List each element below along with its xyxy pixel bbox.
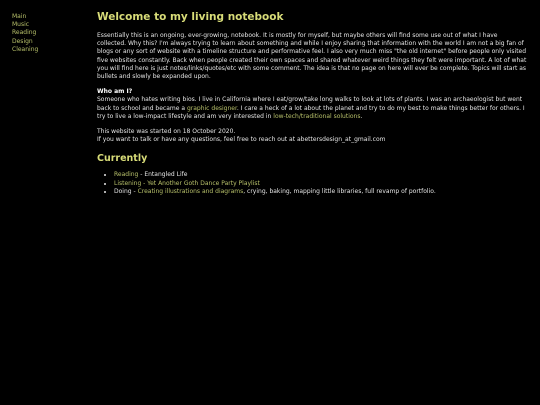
sidebar-item-reading[interactable]: Reading <box>12 29 37 37</box>
currently-heading: Currently <box>97 153 148 165</box>
sidebar-nav <box>12 13 72 54</box>
main-content <box>97 11 527 196</box>
who-text-3: . <box>360 112 363 120</box>
graphic-designer-link[interactable]: graphic designer <box>186 104 237 112</box>
listening-link[interactable]: Listening <box>114 179 142 187</box>
who-text-1: Someone who hates writing bios. I live in California where I eat/grow/take long walks to look at lots of plants. I was an archaeologist but went back to school and became a <box>97 96 523 112</box>
page-title: Welcome to my living notebook <box>97 11 284 23</box>
about-site <box>97 128 527 144</box>
who-heading: Who am I? <box>97 88 133 96</box>
intro-paragraph: Essentially this is an ongoing, ever-growing, notebook. It is mostly for myself, but maybe others will find some use out of what I have collected. Why this? I'm always trying to learn about something and while I enjoy sharing that information with the world I am not a big fan of blogs or any sort of website with a timeline structure and performative feel. I also very much miss "the old internet" before people only visited five websites constantly. Back when people created their own spaces and shared whatever weird things they felt were important. A lot of what you will find here is just notes/links/quotes/etc with some comment. The idea is that no page on here will ever be complete. Topics will start as bullets and slowly be expanded upon. <box>97 32 527 81</box>
reading-text: - Entangled Life <box>138 171 188 179</box>
low-tech-link[interactable]: low-tech/traditional solutions <box>273 112 361 120</box>
sidebar-item-main[interactable]: Main <box>12 13 27 20</box>
sidebar-item-cleaning[interactable]: Cleaning <box>12 45 39 53</box>
who-section <box>97 88 527 121</box>
doing-text: , crying, baking, mapping little libraries, full revamp of portfolio. <box>243 187 436 195</box>
list-item <box>114 188 527 196</box>
sidebar-item-music[interactable]: Music <box>12 21 30 29</box>
who-text-2: . I care a heck of a lot about the planet and try to do my best to make things better for others. I try to live a low-impact lifestyle and am very interested in <box>97 104 525 120</box>
doing-label: Doing - <box>114 187 138 195</box>
list-item <box>114 180 527 188</box>
sidebar-item-design[interactable]: Design <box>12 37 33 45</box>
reading-link[interactable]: Reading <box>114 171 139 179</box>
contact-line: If you want to talk or have any questions, feel free to reach out at abettersdesign_at_gmail.com <box>97 136 386 144</box>
currently-list <box>97 171 527 196</box>
illustrations-link[interactable]: Creating illustrations and diagrams <box>137 187 244 195</box>
list-item <box>114 171 527 179</box>
started-line: This website was started on 18 October 2020. <box>97 128 236 136</box>
playlist-link[interactable]: - Yet Another Goth Dance Party Playlist <box>141 179 260 187</box>
